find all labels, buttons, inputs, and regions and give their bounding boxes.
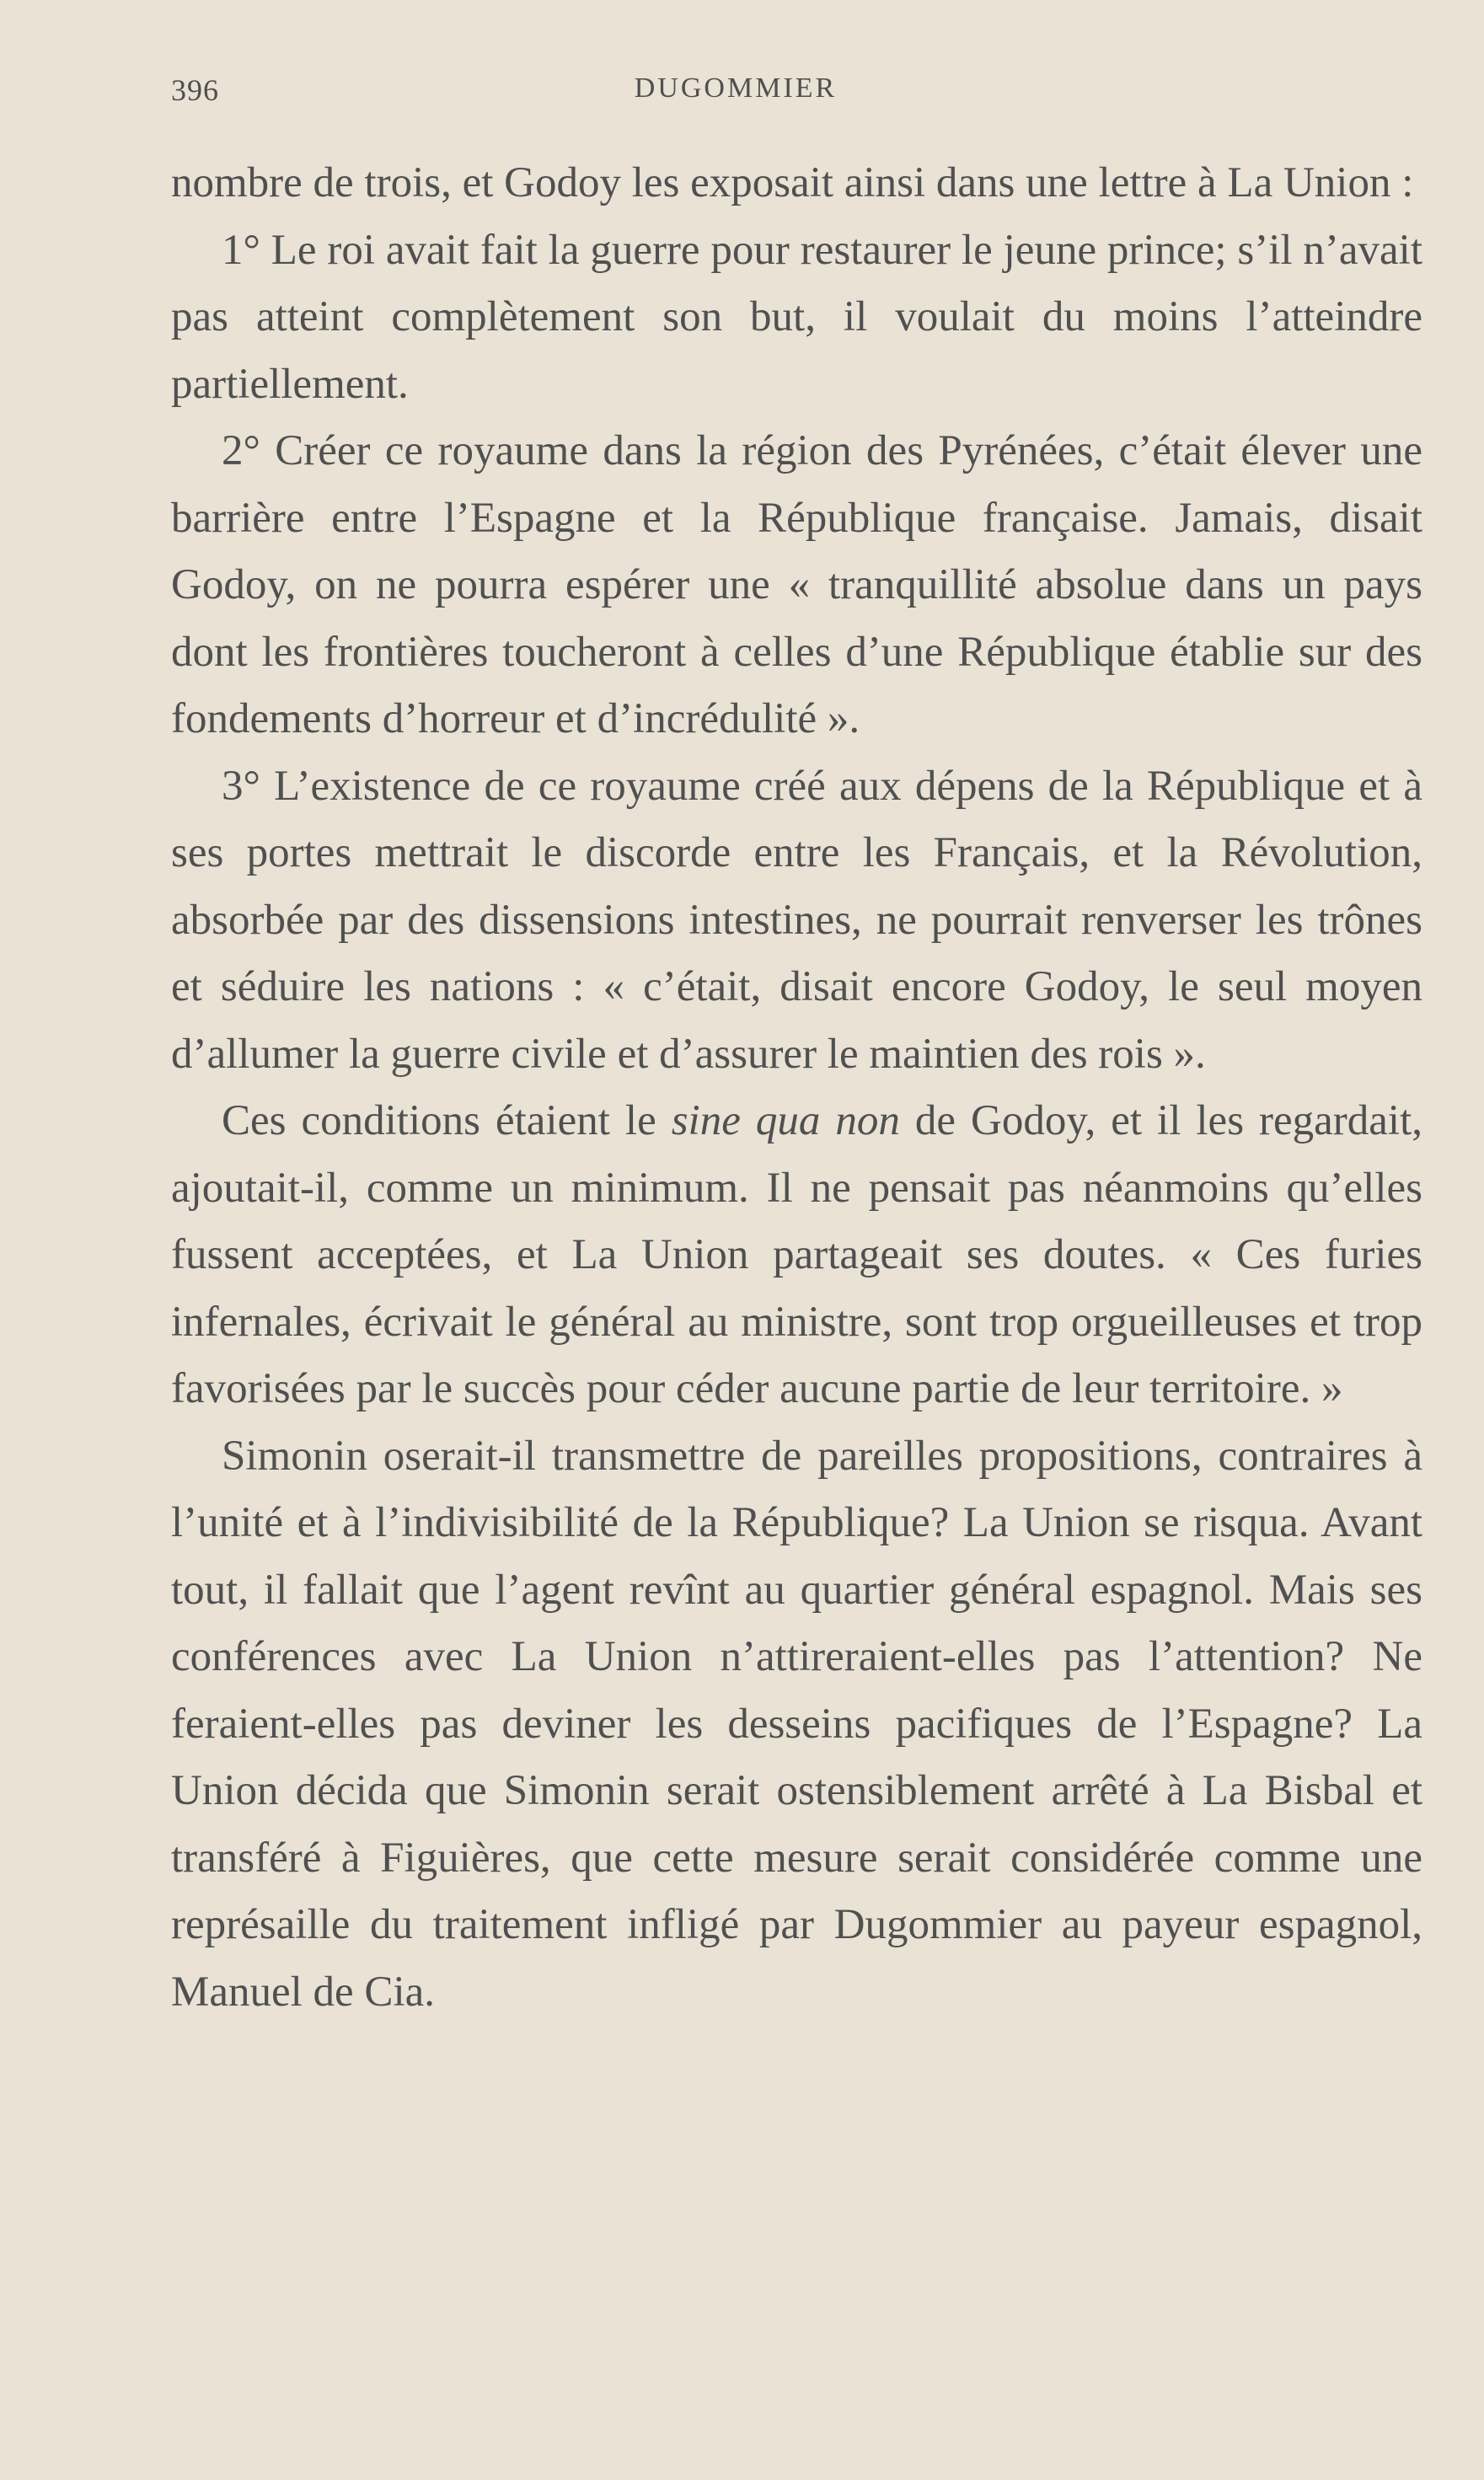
running-title: DUGOMMIER (634, 72, 838, 104)
paragraph: 3° L’existence de ce royaume créé aux dépens de la République et à ses portes mettrait le discorde entre les Français, et la Révolution, absorbée par des dissensions intestines, ne pourrait renverser les trônes et séduire les nations : « c’était, disait encore Godoy, le seul moyen d’allumer la guerre civile et d’assurer le maintien des rois ». (171, 762, 1422, 1078)
paragraph: 2° Créer ce royaume dans la région des Pyrénées, c’était élever une barrière entre l’Espagne et la République française. Jamais, disait Godoy, on ne pourra espérer une « tranquillité absolue dans un pays dont les frontières toucheront à celles d’une République établie sur des fondements d’horreur et d’incrédulité ». (171, 427, 1422, 742)
paragraph: nombre de trois, et Godoy les exposait ainsi dans une lettre à La Union : (171, 159, 1414, 206)
paragraph: Simonin oserait-il transmettre de pareilles propositions, contraires à l’unité et à l’indivisibilité de la République? La Union se risqua. Avant tout, il fallait que l’agent revînt au quartier général espagnol. Mais ses conférences avec La Union n’attireraient-elles pas l’attention? Ne feraient-elles pas deviner les desseins pacifiques de l’Espagne? La Union décida que Simonin serait ostensiblement arrêté à La Bisbal et transféré à Figuières, que cette mesure serait considérée comme une représaille du traitement infligé par Dugommier au payeur espagnol, Manuel de Cia. (171, 1432, 1422, 2016)
paragraph: 1° Le roi avait fait la guerre pour restaurer le jeune prince; s’il n’avait pas atteint complètement son but, il voulait du moins l’atteindre partiellement. (171, 226, 1422, 408)
body-text (171, 150, 1422, 2026)
running-head (171, 72, 1300, 123)
paragraph-text: de Godoy, et il les regardait, ajoutait-il, comme un minimum. Il ne pensait pas néanmoins qu’elles fussent acceptées, et La Union partageait ses doutes. « Ces furies infernales, écrivait le général au ministre, sont trop orgueilleuses et trop favorisées par le succès pour céder aucune partie de leur territoire. » (171, 1097, 1423, 1412)
paragraph (171, 1088, 1422, 1423)
page-number: 396 (171, 73, 219, 107)
latin-phrase: sine qua non (671, 1097, 900, 1144)
paragraph-text: Ces conditions étaient le (222, 1097, 672, 1144)
